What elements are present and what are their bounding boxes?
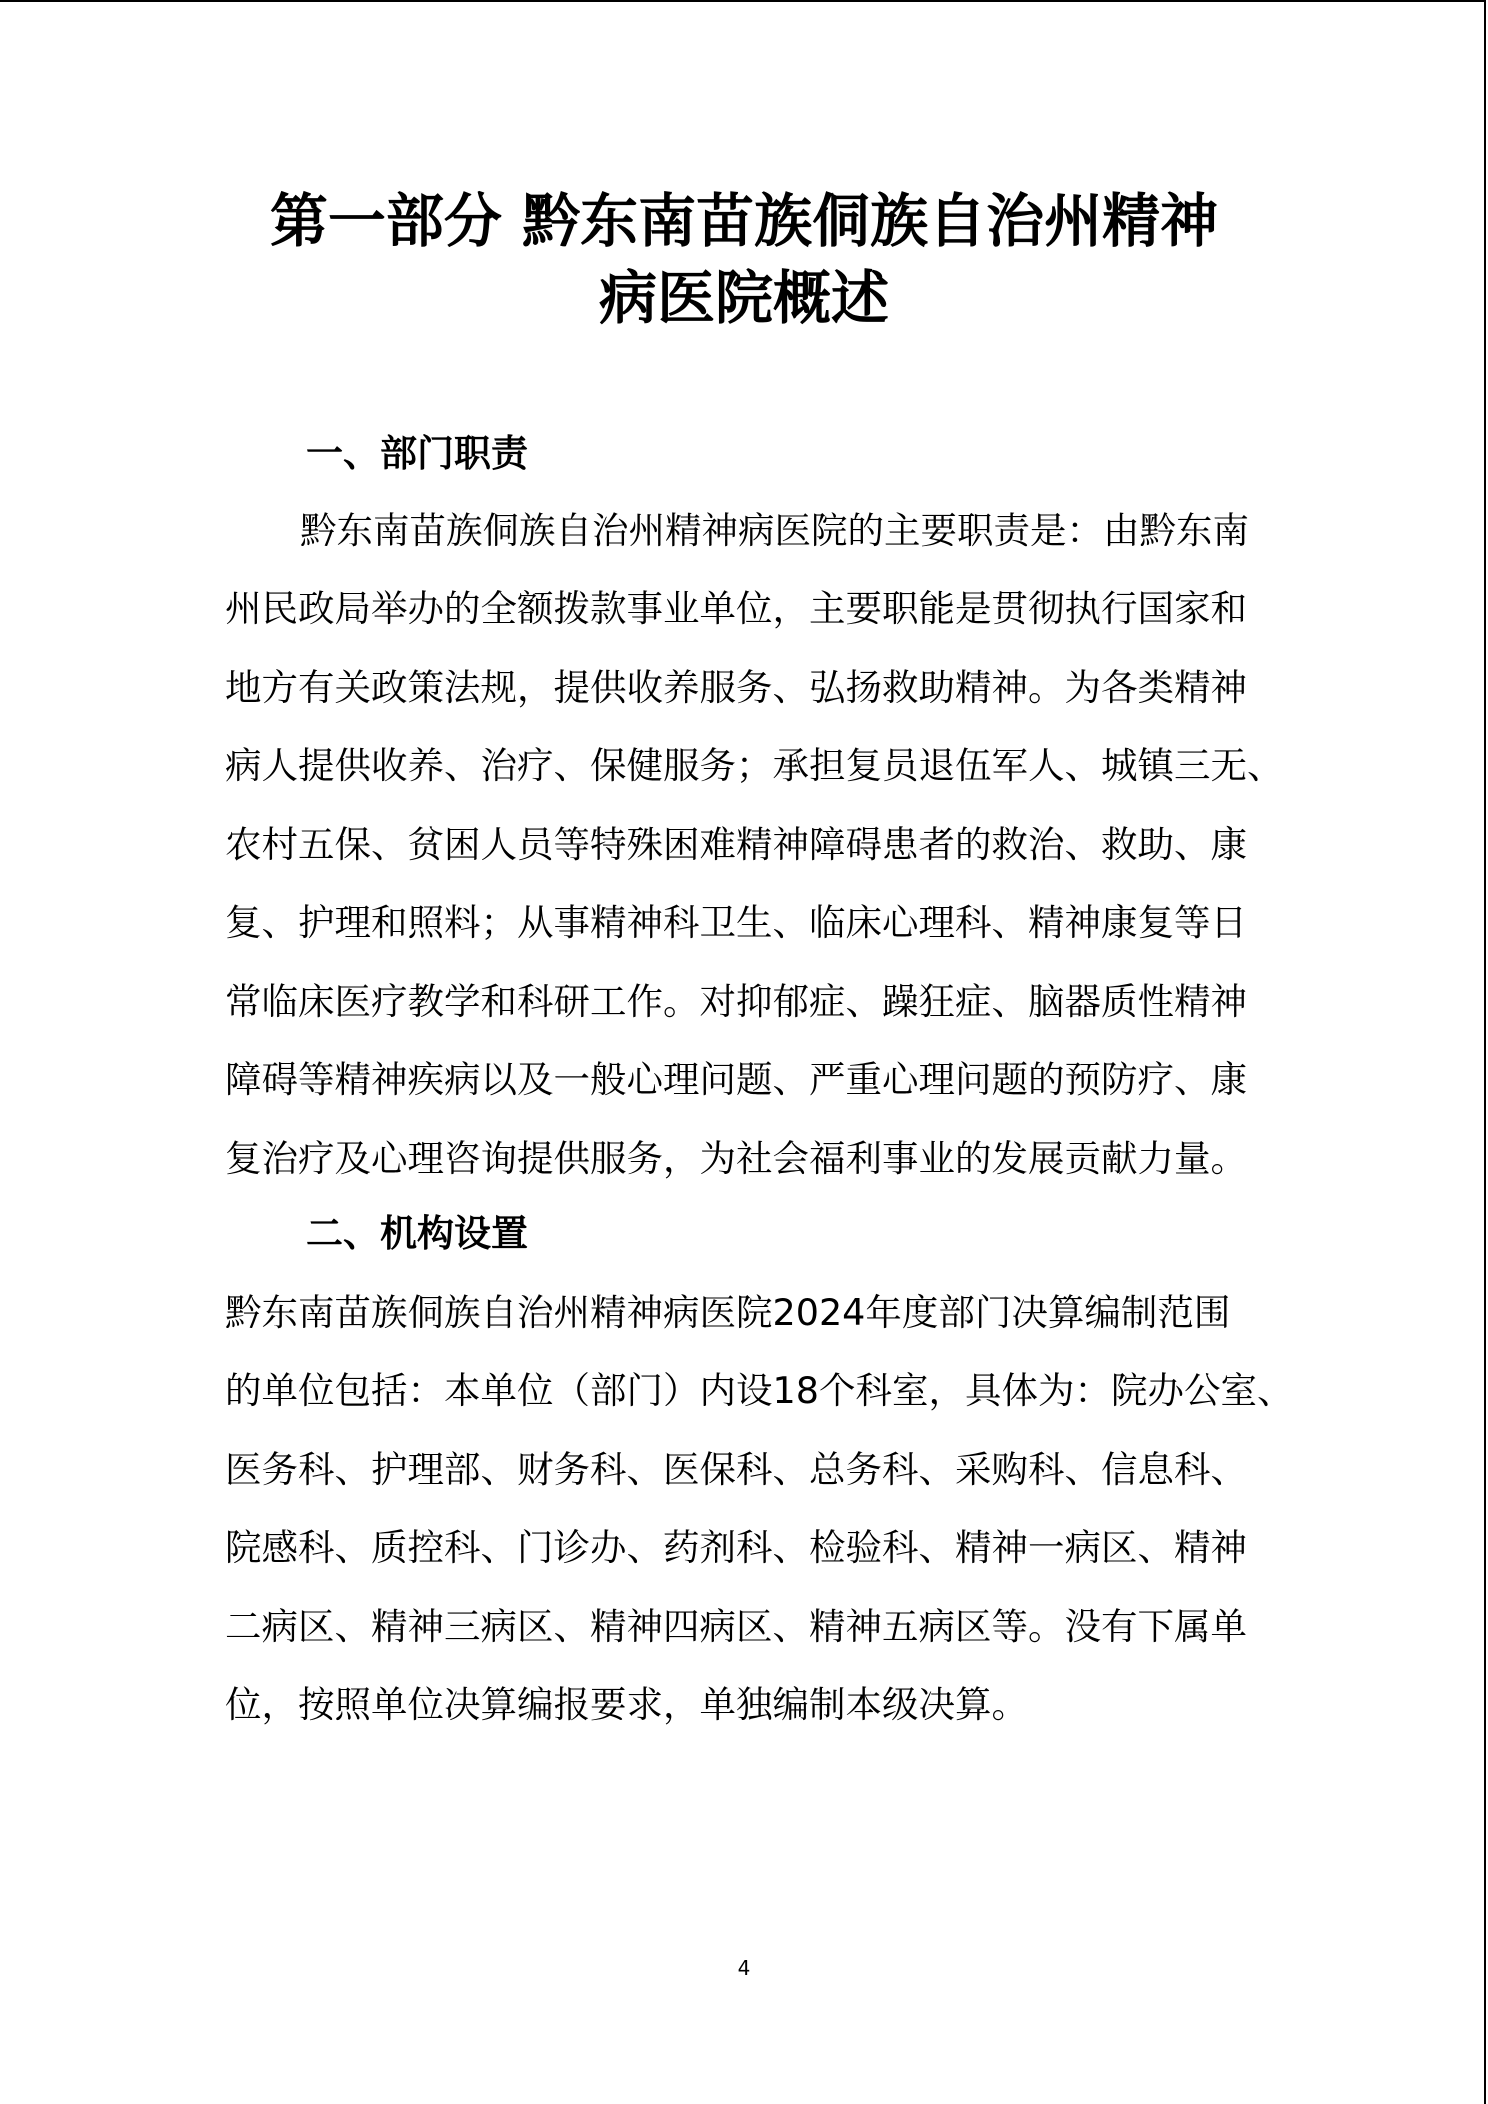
paragraph-line: 复治疗及心理咨询提供服务，为社会福利事业的发展贡献力量。 [225,1137,1247,1180]
paragraph-line: 常临床医疗教学和科研工作。对抑郁症、躁狂症、脑器质性精神 [225,980,1247,1023]
paragraph-line: 的单位包括：本单位（部门）内设18个科室，具体为：院办公室、 [225,1369,1294,1412]
paragraph-line: 院感科、质控科、门诊办、药剂科、检验科、精神一病区、精神 [225,1526,1247,1569]
page-number: 4 [737,1956,751,1980]
paragraph-line: 二病区、精神三病区、精神四病区、精神五病区等。没有下属单 [225,1605,1247,1648]
paragraph-line: 农村五保、贫困人员等特殊困难精神障碍患者的救治、救助、康 [225,823,1247,866]
document-title-line-1: 第一部分 黔东南苗族侗族自治州精神 [269,187,1219,255]
paragraph-line: 地方有关政策法规，提供收养服务、弘扬救助精神。为各类精神 [225,666,1247,709]
paragraph-line: 病人提供收养、治疗、保健服务；承担复员退伍军人、城镇三无、 [225,744,1284,787]
paragraph-line: 黔东南苗族侗族自治州精神病医院2024年度部门决算编制范围 [225,1291,1231,1334]
paragraph-line: 复、护理和照料；从事精神科卫生、临床心理科、精神康复等日 [225,901,1247,944]
paragraph-line: 州民政局举办的全额拨款事业单位，主要职能是贯彻执行国家和 [225,587,1247,630]
paragraph-line: 黔东南苗族侗族自治州精神病医院的主要职责是：由黔东南 [300,509,1249,552]
paragraph-line: 位，按照单位决算编报要求，单独编制本级决算。 [225,1683,1028,1726]
section-heading-organization: 二、机构设置 [306,1212,528,1255]
paragraph-line: 障碍等精神疾病以及一般心理问题、严重心理问题的预防疗、康 [225,1058,1247,1101]
document-title-line-2: 病医院概述 [598,264,889,332]
section-heading-responsibilities: 一、部门职责 [306,432,528,475]
paragraph-line: 医务科、护理部、财务科、医保科、总务科、采购科、信息科、 [225,1448,1247,1491]
